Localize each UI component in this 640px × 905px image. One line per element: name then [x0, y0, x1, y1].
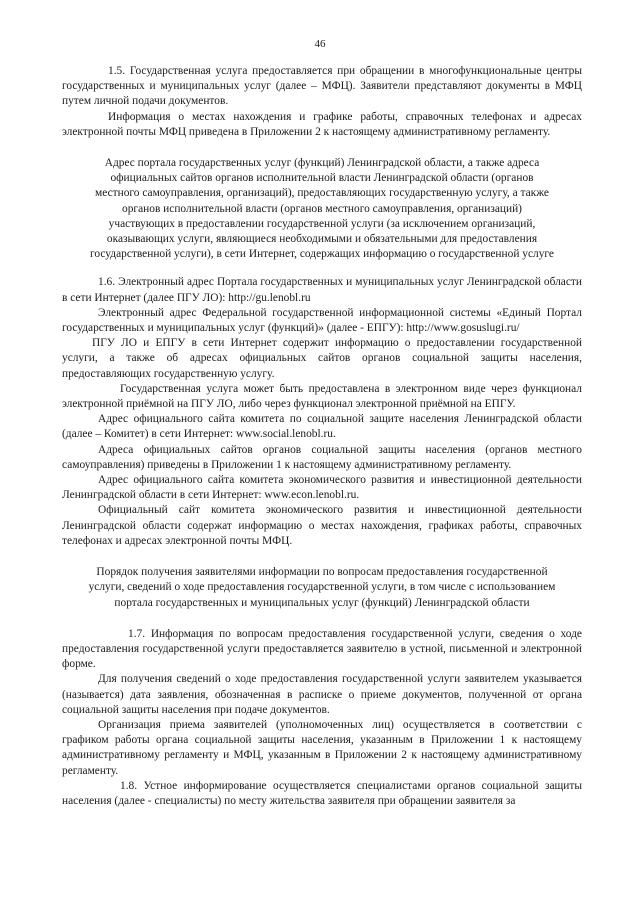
- paragraph-pgu-content: ПГУ ЛО и ЕПГУ в сети Интернет содержит информацию о предоставлении государственной услуги, а также об адресах официальных сайтов органов социальной защиты населения, предоставляющих государственную услугу.: [62, 337, 582, 380]
- paragraph-progress-info: Для получения сведений о ходе предоставления государственной услуги заявителем указывается (называется) дата заявления, обозначенная в расписке о приеме документов, полученной от органа социальной защиты населения при подаче документов.: [62, 673, 582, 716]
- section-heading-portal-addresses: Адрес портала государственных услуг (функций) Ленинградской области, а также адреса официальных сайтов органов исполнительной власти Ленинградской области (органов местного самоуправления, организаций), предоставляющих государственную услугу, а также органов исполнительной власти (органов местного самоуправления, организаций) участвующих в предоставлении государственной услуги (за исключением организаций, оказывающих услуги, являющиеся необходимыми и обязательными для предоставления государственной услуги), в сети Интернет, содержащих информацию о государственной услуге: [90, 157, 554, 261]
- paragraph-social-sites: Адреса официальных сайтов органов социальной защиты населения (органов местного самоуправления) приведены в Приложении 1 к настоящему административному регламенту.: [62, 443, 582, 471]
- paragraph-econ-site: Адрес официального сайта комитета экономического развития и инвестиционной деятельности Ленинградской области в сети Интернет: www.econ.lenobl.ru.: [62, 474, 582, 502]
- paragraph-1-8: 1.8. Устное информирование осуществляется специалистами органов социальной защиты населения (далее - специалисты) по месту жительства заявителя при обращении заявителя за: [62, 779, 582, 807]
- paragraph-electronic-service: Государственная услуга может быть предоставлена в электронном виде через функционал электронной приёмной на ПГУ ЛО, либо через функционал электронной приёмной на ЕПГУ.: [62, 382, 582, 411]
- paragraph-epgu-address: Электронный адрес Федеральной государственной информационной системы «Единый Портал государственных и муниципальных услуг (функций)» (далее - ЕПГУ): http://www.gosuslugi.ru/: [62, 306, 582, 335]
- paragraph-1-7: 1.7. Информация по вопросам предоставления государственной услуги, сведения о ходе предоставления государственной услуги предоставляется заявителю в устной, письменной и электронной форме.: [62, 627, 582, 671]
- paragraph-1-6: 1.6. Электронный адрес Портала государственных и муниципальных услуг Ленинградской области в сети Интернет (далее ПГУ ЛО): http://gu.lenobl.ru: [62, 276, 582, 304]
- page-number: 46: [314, 38, 326, 50]
- section-heading-info-procedure: Порядок получения заявителями информации по вопросам предоставления государственной услуги, сведений о ходе предоставления государственной услуги, в том числе с использованием портала государственных и муниципальных услуг (функций) Ленинградской области: [88, 566, 556, 609]
- paragraph-mfc-info: Информация о местах нахождения и графике работы, справочных телефонах и адресах электронной почты МФЦ приведена в Приложении 2 к настоящему административному регламенту.: [62, 110, 582, 138]
- paragraph-1-5: 1.5. Государственная услуга предоставляется при обращении в многофункциональные центры государственных и муниципальных услуг (далее – МФЦ). Заявители представляют документы в МФЦ путем личной подачи документов.: [62, 65, 582, 108]
- paragraph-committee-site: Адрес официального сайта комитета по социальной защите населения Ленинградской области (далее – Комитет) в сети Интернет: www.social.lenobl.ru.: [62, 413, 582, 441]
- paragraph-econ-site-content: Официальный сайт комитета экономического развития и инвестиционной деятельности Ленинградской области содержат информацию о местах нахождения, графиках работы, справочных телефонах и адресах электронной почты МФЦ.: [62, 504, 582, 547]
- document-body: [62, 64, 582, 809]
- paragraph-reception-schedule: Организация приема заявителей (уполномоченных лиц) осуществляется в соответствии с графиком работы органа социальной защиты населения, указанным в Приложении 1 к настоящему административному регламенту и МФЦ, указанным в Приложении 2 к настоящему административному регламенту.: [62, 718, 582, 777]
